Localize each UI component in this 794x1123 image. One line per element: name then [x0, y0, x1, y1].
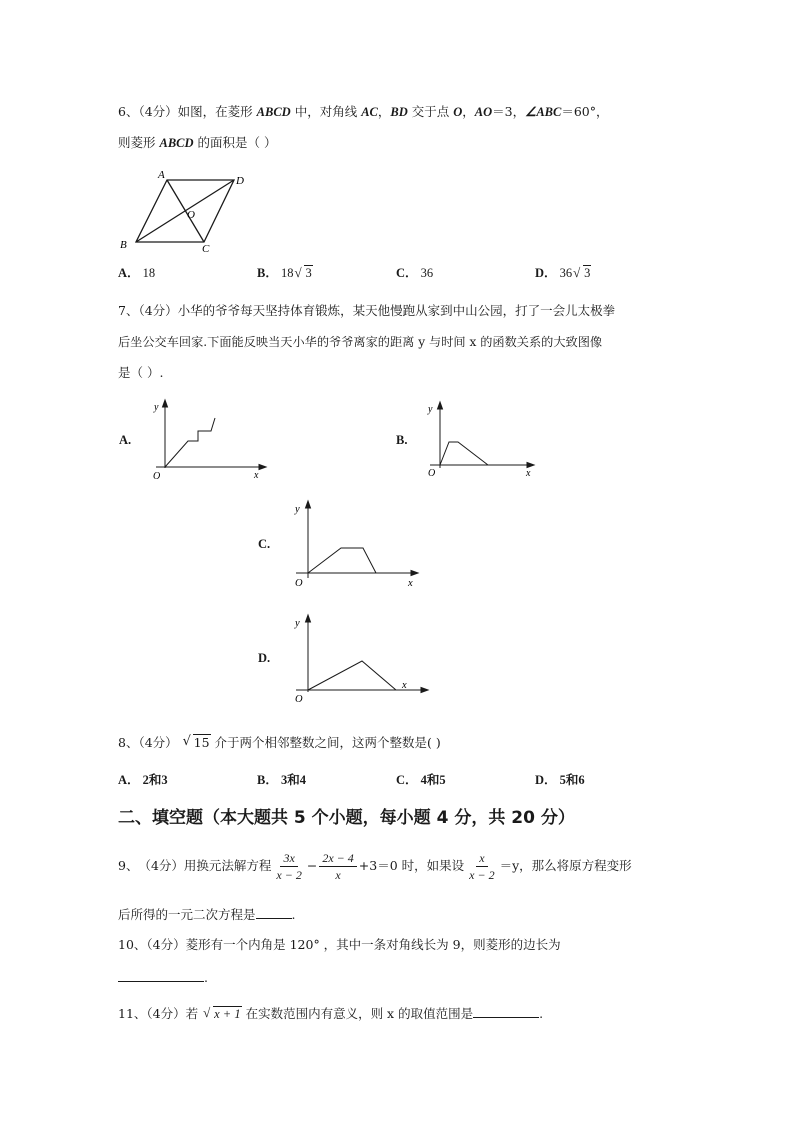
- q8-text: 介于两个相邻整数之间，这两个整数是( ): [214, 735, 441, 750]
- axis-label-y: y: [295, 618, 300, 629]
- q11-number: 11、: [118, 1006, 147, 1021]
- axis-label-x: x: [526, 468, 531, 479]
- q8-option-d[interactable]: [535, 770, 585, 788]
- numerator: x: [476, 850, 487, 867]
- y-axis-arrow: [306, 615, 311, 622]
- q7-graph-a[interactable]: [146, 398, 271, 483]
- q7-line2: [118, 333, 602, 351]
- radical: [574, 266, 591, 281]
- q11-radical: [204, 1005, 241, 1023]
- q7-option-c-label[interactable]: C.: [258, 537, 271, 551]
- y-axis-arrow: [306, 501, 311, 508]
- q9-score: （4分）: [138, 858, 184, 873]
- q7-graph-c[interactable]: [286, 496, 426, 591]
- q6-text: 则菱形: [118, 135, 156, 150]
- q7-number: 7、: [118, 303, 139, 318]
- q6-text: 中，对角线: [294, 104, 358, 119]
- q6-score: （4分）: [138, 104, 178, 119]
- q9-answer-blank[interactable]: [256, 905, 292, 919]
- q7-text: 后坐公交车回家.下面能反映当天小华的爷爷离家的距离 y 与时间 x 的函数关系的大致图像: [118, 335, 603, 349]
- q6-text: 如图，在菱形: [177, 104, 253, 119]
- option-letter: A．: [118, 773, 140, 787]
- option-value: 2和3: [142, 773, 168, 787]
- q10-line2: [118, 968, 208, 987]
- q8-radical: [184, 734, 211, 752]
- option-letter: B．: [257, 266, 278, 280]
- axis-label-x: x: [402, 680, 407, 691]
- option-value: 36: [420, 266, 434, 280]
- q6-line1: [118, 103, 609, 121]
- q9-minus: −: [306, 858, 318, 873]
- option-letter: B．: [257, 773, 278, 787]
- q6-var-angle: ∠ABC: [525, 105, 562, 119]
- q6-var-ac: AC: [361, 105, 378, 119]
- option-value: 4和5: [420, 773, 446, 787]
- q9-text: +3＝0 时，如果设: [358, 858, 465, 873]
- radicand: 15: [193, 735, 210, 750]
- q6-option-b[interactable]: [257, 263, 313, 281]
- option-value: 3和4: [280, 773, 306, 787]
- denominator: x: [335, 867, 341, 882]
- q6-option-d[interactable]: [535, 263, 591, 281]
- q11-period: .: [539, 1006, 544, 1021]
- q7-line1: [118, 302, 615, 320]
- q10-text: 菱形有一个内角是 120° ，其中一条对角线长为 9，则菱形的边长为: [185, 937, 561, 952]
- radicand: x + 1: [214, 1007, 241, 1021]
- y-axis-arrow: [438, 402, 443, 409]
- q7-option-d-label[interactable]: D.: [258, 651, 271, 665]
- q6-text: ＝60°，: [561, 104, 609, 119]
- q6-option-a[interactable]: [118, 263, 155, 281]
- q11-line1: [118, 1004, 543, 1023]
- rhombus-figure: [112, 166, 262, 256]
- origin-label: O: [428, 468, 436, 479]
- q6-var-o: O: [453, 105, 463, 119]
- q6-option-c[interactable]: [396, 263, 433, 281]
- label-d: D: [236, 175, 244, 187]
- graph-b-curve: [440, 442, 488, 465]
- q6-text: 交于点: [411, 104, 450, 119]
- origin-label: O: [153, 471, 161, 482]
- option-value: 18: [280, 266, 294, 280]
- q7-line3: [118, 364, 163, 382]
- option-letter: C．: [396, 266, 418, 280]
- q11-text: 在实数范围内有意义，则 x 的取值范围是: [245, 1006, 474, 1021]
- q10-period: .: [204, 970, 208, 985]
- q9-number: 9、: [118, 858, 139, 873]
- q6-text: 的面积是（ ）: [197, 135, 277, 150]
- x-axis-arrow: [421, 688, 428, 693]
- section-heading: 二、填空题（本大题共 5 个小题，每小题 4 分，共 20 分）: [118, 808, 575, 828]
- q8-number: 8、: [118, 735, 139, 750]
- q6-text: ＝3，: [492, 104, 526, 119]
- axis-label-x: x: [254, 470, 259, 481]
- option-letter: C．: [396, 773, 418, 787]
- q10-number: 10、: [118, 937, 147, 952]
- q6-var-ao: AO: [474, 105, 493, 119]
- label-b: B: [120, 239, 127, 251]
- q6-var-abcd: ABCD: [256, 105, 291, 119]
- q8-score: （4分）: [138, 735, 178, 750]
- numerator: 3x: [280, 850, 297, 867]
- label-o: O: [187, 209, 195, 221]
- q6-line2: [118, 134, 277, 152]
- option-value: 36: [559, 266, 573, 280]
- q7-graph-b[interactable]: [420, 398, 545, 483]
- numerator: 2x − 4: [319, 850, 356, 867]
- q10-answer-blank[interactable]: [118, 968, 204, 982]
- denominator: x − 2: [469, 867, 495, 882]
- q6-text: ，: [462, 104, 475, 119]
- q9-fraction-3: [466, 850, 497, 883]
- axis-label-y: y: [428, 404, 433, 415]
- q8-option-c[interactable]: [396, 770, 446, 788]
- radical: [295, 266, 312, 281]
- q9-line2: [118, 905, 296, 924]
- q9-text: 后所得的一元二次方程是: [118, 907, 256, 922]
- x-axis-arrow: [259, 465, 266, 470]
- q10-line1: [118, 936, 561, 954]
- q6-text: ，: [377, 104, 391, 119]
- q9-text: 用换元法解方程: [183, 858, 272, 873]
- label-c: C: [202, 243, 210, 255]
- q9-text: ＝y，那么将原方程变形: [499, 858, 632, 873]
- option-letter: D．: [535, 266, 557, 280]
- q7-score: （4分）: [138, 303, 178, 318]
- axis-label-y: y: [295, 504, 300, 515]
- q6-var-bd: BD: [390, 105, 408, 119]
- q7-graph-d[interactable]: [286, 610, 436, 705]
- graph-c-curve: [308, 548, 376, 573]
- origin-label: O: [295, 694, 303, 705]
- q11-score: （4分）: [146, 1006, 186, 1021]
- q8-option-b[interactable]: [257, 770, 306, 788]
- q9-fraction-2: [319, 850, 356, 883]
- q10-score: （4分）: [146, 937, 186, 952]
- q7-text: 小华的爷爷每天坚持体育锻炼，某天他慢跑从家到中山公园，打了一会儿太极拳: [177, 303, 616, 318]
- radicand: 3: [305, 266, 312, 280]
- x-axis-arrow: [527, 463, 534, 468]
- denominator: x − 2: [276, 867, 302, 882]
- q9-period: .: [291, 907, 296, 922]
- q6-number: 6、: [118, 104, 139, 119]
- origin-label: O: [295, 578, 303, 589]
- y-axis-arrow: [163, 400, 168, 407]
- label-a: A: [158, 169, 165, 181]
- option-value: 18: [142, 266, 156, 280]
- q11-answer-blank[interactable]: [473, 1004, 539, 1018]
- axis-label-x: x: [408, 578, 413, 589]
- q7-text: 是（ ）.: [118, 365, 164, 380]
- q7-option-b-label[interactable]: B.: [396, 433, 408, 447]
- q8-line1: [118, 734, 441, 752]
- graph-d-curve: [308, 661, 396, 690]
- option-letter: D．: [535, 773, 557, 787]
- option-value: 5和6: [559, 773, 585, 787]
- q9-fraction-1: [273, 850, 304, 883]
- q8-option-a[interactable]: [118, 770, 168, 788]
- graph-a-curve: [165, 418, 215, 467]
- q6-var-abcd: ABCD: [159, 136, 194, 150]
- q11-text: 若: [185, 1006, 199, 1021]
- x-axis-arrow: [411, 571, 418, 576]
- radicand: 3: [584, 266, 591, 280]
- q7-option-a-label[interactable]: A.: [119, 433, 132, 447]
- q9-line1: [118, 847, 632, 885]
- option-letter: A．: [118, 266, 140, 280]
- axis-label-y: y: [154, 402, 159, 413]
